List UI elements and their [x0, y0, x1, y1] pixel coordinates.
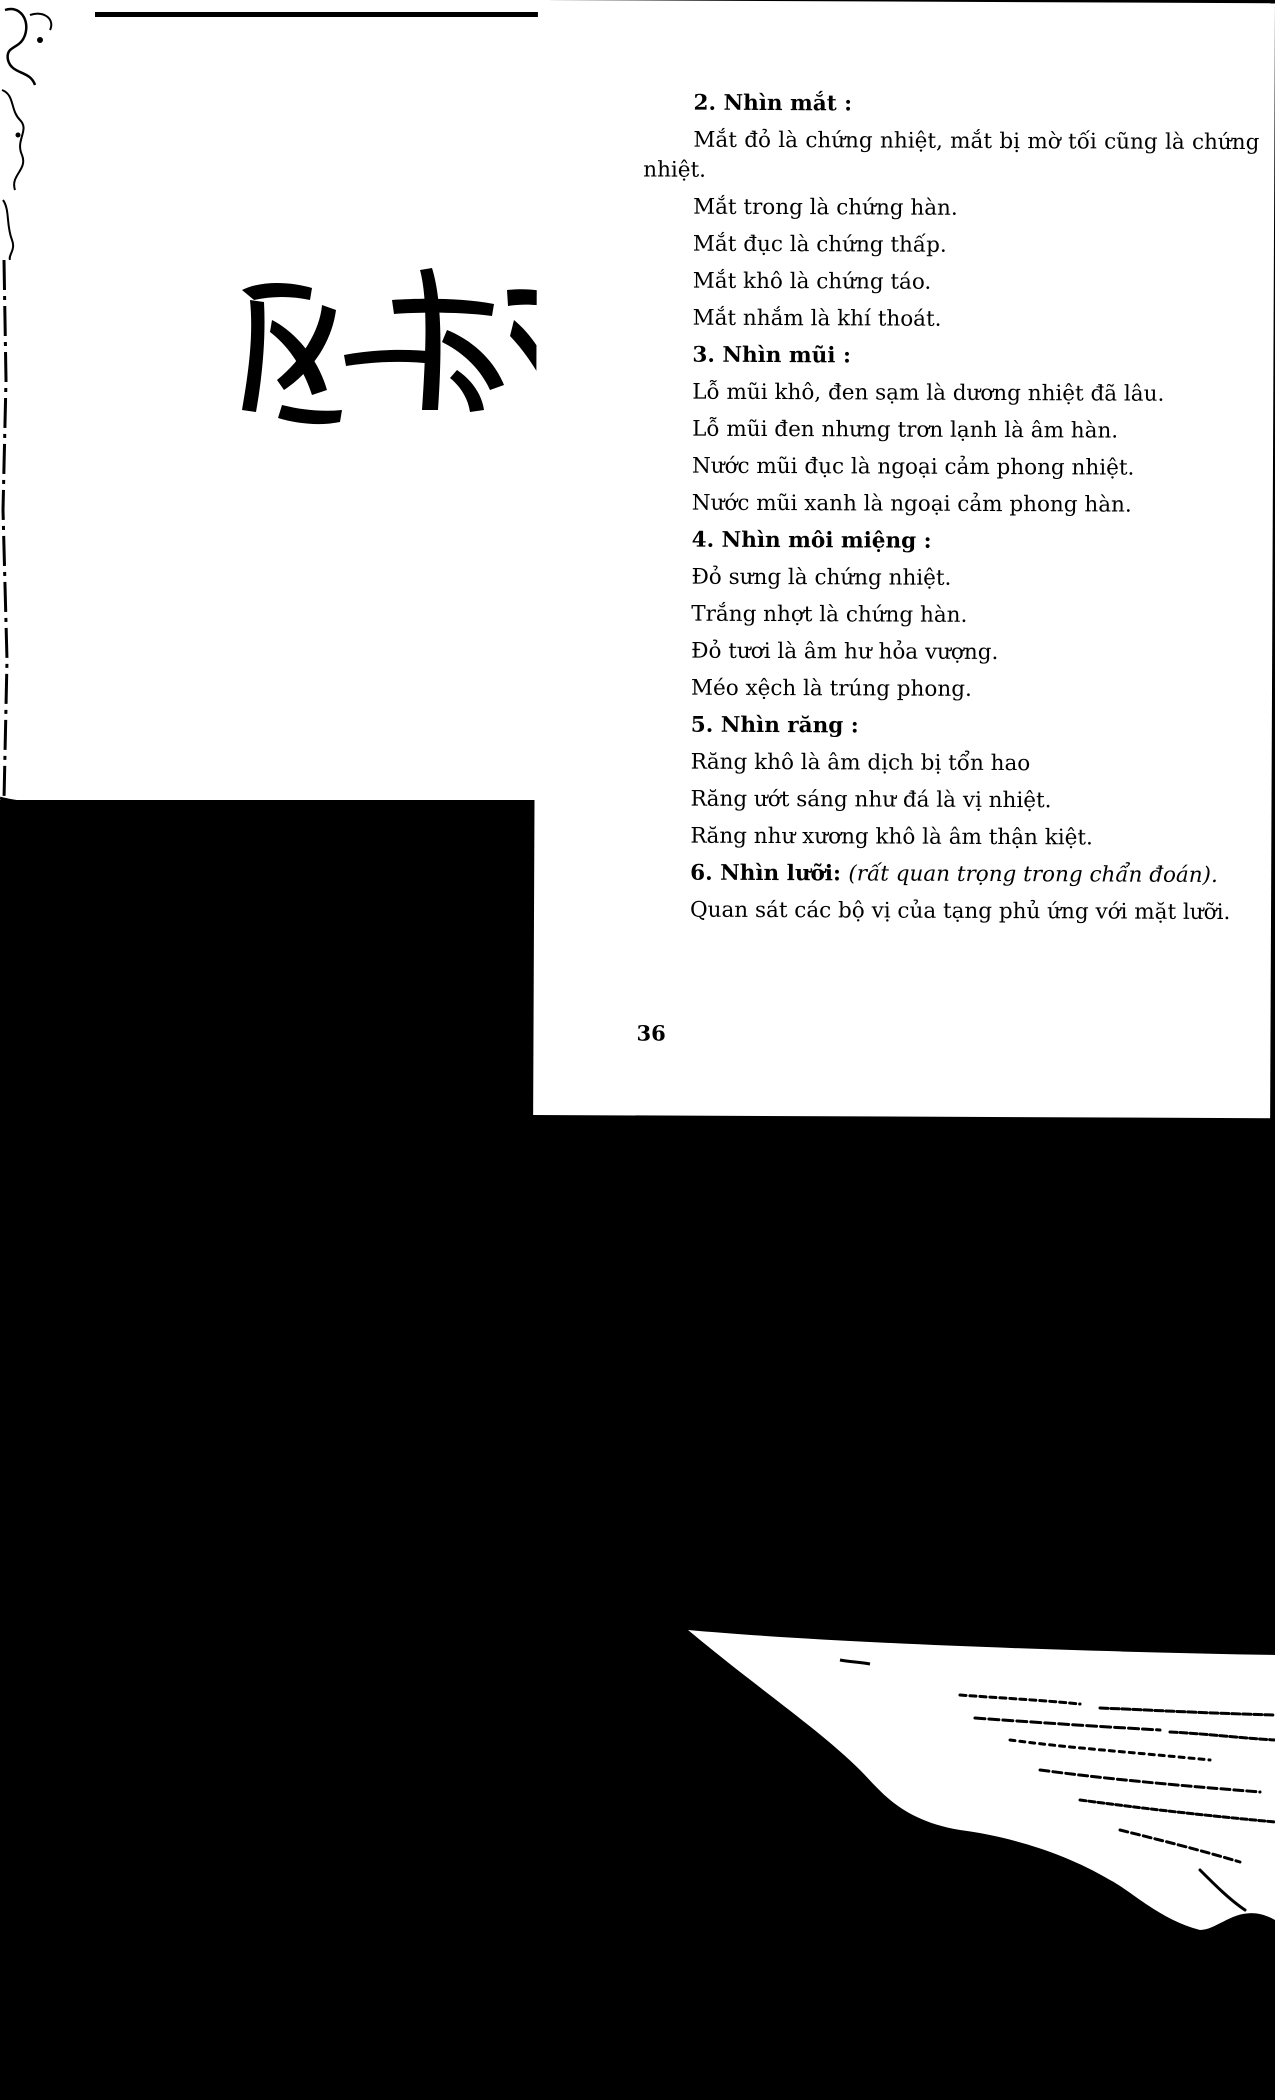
text-line: Lỗ mũi đen nhưng trơn lạnh là âm hàn. [692, 416, 1119, 444]
page-edge [0, 790, 80, 820]
text-line: Răng như xương khô là âm thận kiệt. [690, 823, 1093, 851]
section-heading: 2. Nhìn mắt : [693, 90, 853, 117]
text-line: Méo xệch là trúng phong. [690, 675, 972, 702]
text-line: Mắt trong là chứng hàn. [693, 194, 958, 221]
section-heading: 5. Nhìn răng : [690, 712, 859, 739]
section-heading [640, 854, 1256, 894]
corner-ornament [0, 0, 70, 260]
text-line: Mắt nhắm là khí thoát. [692, 305, 942, 332]
text-line: Nước mũi xanh là ngoại cảm phong hàn. [691, 490, 1132, 518]
section-tongue [640, 854, 1256, 931]
torn-page-fragment [0, 1600, 1275, 2100]
calligraphy-image [232, 260, 552, 440]
section-heading: 3. Nhìn mũi : [692, 342, 851, 369]
text-line: Răng khô là âm dịch bị tổn hao [690, 749, 1031, 777]
left-border [0, 260, 14, 800]
page-content [640, 84, 1260, 931]
text-line: Mắt khô là chứng táo. [692, 268, 932, 295]
left-page-fragment [0, 0, 550, 800]
page-number: 36 [636, 1020, 666, 1046]
book-page [533, 0, 1275, 1118]
section-nose [642, 336, 1259, 524]
section-eyes [643, 84, 1260, 339]
text-line: Răng ướt sáng như đá là vị nhiệt. [690, 786, 1052, 814]
text-line: Nước mũi đục là ngoại cảm phong nhiệt. [691, 453, 1135, 481]
heading-text: 6. Nhìn lưỡi: [690, 860, 841, 887]
text-line: Đỏ tươi là âm hư hỏa vượng. [691, 638, 999, 666]
text-line: Quan sát các bộ vị của tạng phủ ứng với mặt lưỡi. [689, 897, 1231, 926]
text-line: Mắt đục là chứng thấp. [692, 231, 947, 258]
section-lips [641, 521, 1258, 709]
text-line: Đỏ sưng là chứng nhiệt. [691, 564, 952, 591]
text-line: Lỗ mũi khô, đen sạm là dương nhiệt đã lâu. [692, 379, 1165, 407]
paragraph: Mắt đỏ là chứng nhiệt, mắt bị mờ tối cũng là chứng nhiệt. [643, 127, 1260, 183]
text-line: Trắng nhợt là chứng hàn. [691, 601, 968, 628]
top-rule [95, 12, 550, 17]
section-heading: 4. Nhìn môi miệng : [691, 527, 932, 554]
section-teeth [640, 706, 1257, 857]
heading-note: (rất quan trọng trong chẩn đoán). [848, 861, 1218, 888]
